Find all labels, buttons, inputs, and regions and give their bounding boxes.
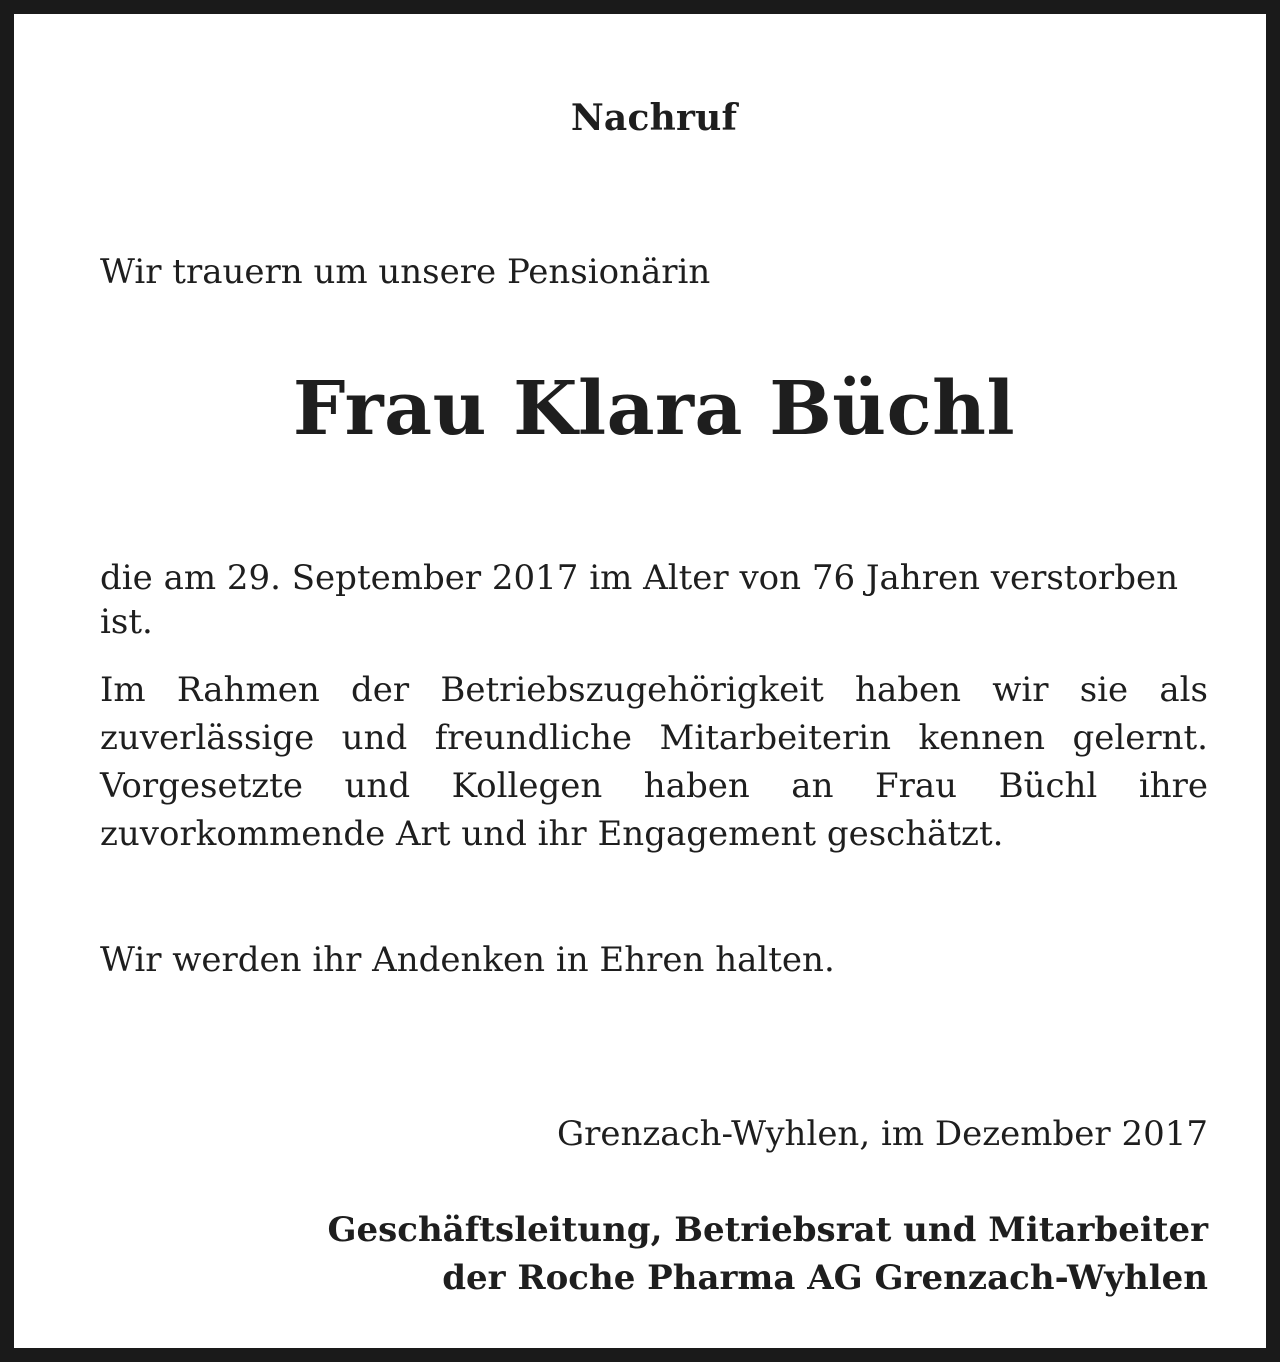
deceased-name: Frau Klara Büchl (292, 366, 1016, 452)
closing-line: Wir werden ihr Andenken in Ehren halten. (100, 940, 835, 980)
signature-line-1: Geschäftsleitung, Betriebsrat und Mitarbeiter (327, 1210, 1208, 1250)
signature-line-2: der Roche Pharma AG Grenzach-Wyhlen (442, 1258, 1208, 1298)
obituary-heading: Nachruf (570, 97, 738, 139)
signature-block (327, 1206, 1208, 1302)
death-date-line: die am 29. September 2017 im Alter von 76 Jahren verstorben ist. (100, 558, 1178, 642)
place-date-line: Grenzach-Wyhlen, im Dezember 2017 (556, 1114, 1208, 1154)
tribute-paragraph: Im Rahmen der Betriebszugehörigkeit haben wir sie als zuverlässige und freundliche Mitarbeiterin kennen gelernt. Vorgesetzte und Kollegen haben an Frau Büchl ihre zuvorkommende Art und ihr Engagement geschätzt. (100, 670, 1208, 854)
intro-line: Wir trauern um unsere Pensionärin (100, 252, 711, 292)
